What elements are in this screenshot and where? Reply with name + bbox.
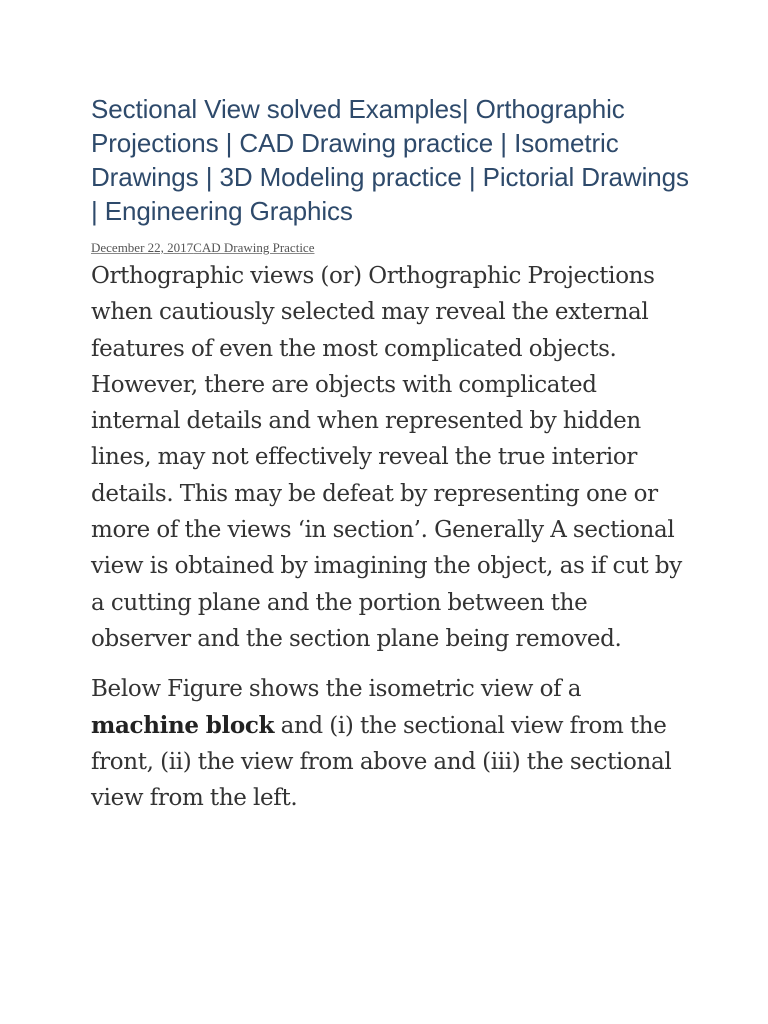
article-title: Sectional View solved Examples| Orthographic Projections | CAD Drawing practice | Isometric Drawings | 3D Modeling practice | Pictorial Drawings | Engineering Graphics (91, 94, 689, 226)
post-date-link[interactable]: December 22, 2017 (91, 240, 194, 255)
paragraph-intro: Orthographic views (or) Orthographic Projections when cautiously selected may reveal the external features of even the most complicated objects. However, there are objects with complicated internal details and when represented by hidden lines, may not effectively reveal the true interior details. This may be defeat by representing one or more of the views ‘in section’. Generally A sectional view is obtained by imagining the object, as if cut by a cutting plane and the portion between the observer and the section plane being removed. (91, 263, 682, 652)
paragraph-figure-description (91, 671, 691, 816)
paragraph-text-after: and (i) the sectional view from the front, (ii) the view from above and (iii) the sectional view from the left. (91, 712, 672, 812)
article (91, 92, 691, 816)
category-link[interactable]: CAD Drawing Practice (193, 240, 315, 255)
paragraph-text-before: Below Figure shows the isometric view of a (91, 676, 582, 703)
machine-block-term: machine block (91, 711, 275, 739)
article-meta (91, 240, 691, 256)
